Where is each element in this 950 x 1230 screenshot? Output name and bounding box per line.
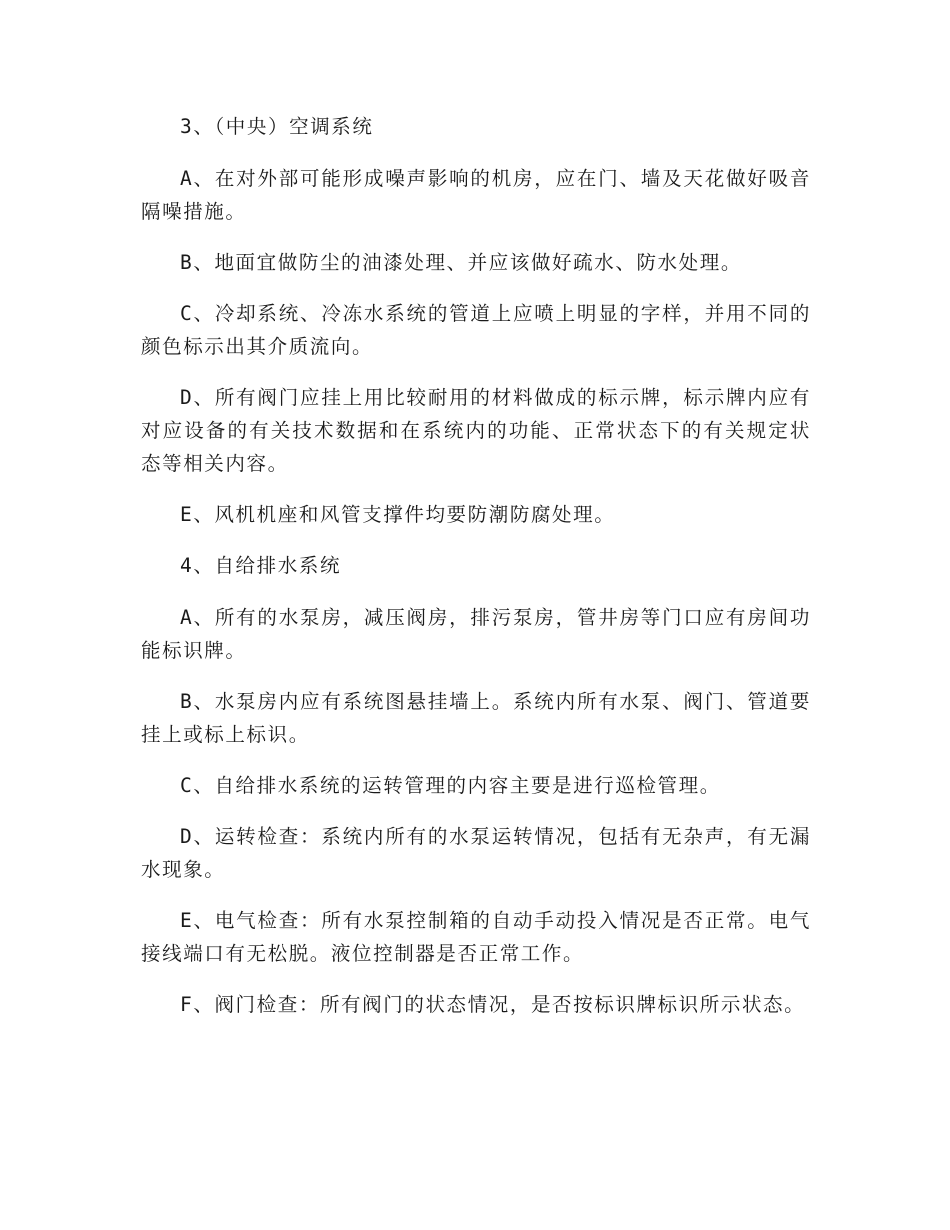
paragraph-hvac-a: A、在对外部可能形成噪声影响的机房，应在门、墙及天花做好吸音隔噪措施。 <box>141 167 811 223</box>
paragraph-water-b: B、水泵房内应有系统图悬挂墙上。系统内所有水泵、阀门、管道要挂上或标上标识。 <box>141 690 811 746</box>
document-body <box>141 110 811 1039</box>
paragraph-hvac-b: B、地面宜做防尘的油漆处理、并应该做好疏水、防水处理。 <box>180 251 742 274</box>
paragraph-hvac-c: C、冷却系统、冷冻水系统的管道上应喷上明显的字样，并用不同的颜色标示出其介质流向。 <box>141 302 811 358</box>
paragraph-hvac-e: E、风机机座和风管支撑件均要防潮防腐处理。 <box>180 503 616 526</box>
paragraph-water-a: A、所有的水泵房，减压阀房，排污泵房，管井房等门口应有房间功能标识牌。 <box>141 606 811 662</box>
section-heading-hvac: 3、（中央）空调系统 <box>180 115 374 138</box>
paragraph-water-c: C、自给排水系统的运转管理的内容主要是进行巡检管理。 <box>180 774 721 797</box>
section-heading-water: 4、自给排水系统 <box>180 554 342 577</box>
paragraph-water-d: D、运转检查：系统内所有的水泵运转情况，包括有无杂声，有无漏水现象。 <box>141 825 811 881</box>
paragraph-hvac-d: D、所有阀门应挂上用比较耐用的材料做成的标示牌，标示牌内应有对应设备的有关技术数据和在系统内的功能、正常状态下的有关规定状态等相关内容。 <box>141 386 811 475</box>
paragraph-water-f: F、阀门检查：所有阀门的状态情况，是否按标识牌标识所示状态。 <box>180 993 806 1016</box>
paragraph-water-e: E、电气检查：所有水泵控制箱的自动手动投入情况是否正常。电气接线端口有无松脱。液位控制器是否正常工作。 <box>141 909 811 965</box>
